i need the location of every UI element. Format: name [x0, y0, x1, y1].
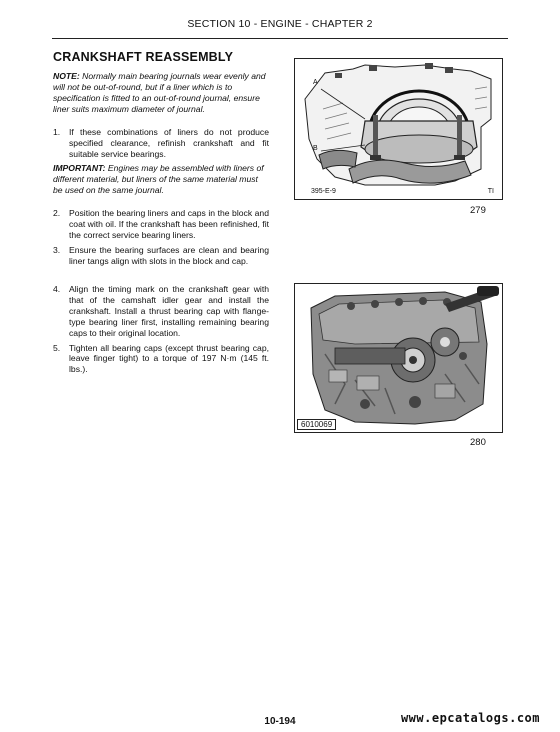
- step-item: [53, 343, 269, 376]
- step-item: [53, 284, 269, 339]
- section-header: SECTION 10 - ENGINE - CHAPTER 2: [187, 18, 373, 30]
- step-number: 1.: [53, 127, 61, 137]
- step-number: 5.: [53, 342, 61, 353]
- watermark-url: www.epcatalogs.com: [400, 711, 540, 725]
- page-title: CRANKSHAFT REASSEMBLY: [53, 50, 234, 64]
- step-number: 4.: [53, 284, 61, 294]
- note-label: NOTE:: [53, 71, 80, 81]
- step-number: 3.: [53, 244, 61, 255]
- important-paragraph: [53, 163, 269, 196]
- figure-code: 395-E-9: [311, 188, 336, 195]
- important-text: Engines may be assembled with liners of different material, but liners of the same material must be used on the same journal.: [53, 163, 264, 195]
- step-number: 2.: [53, 208, 61, 218]
- step-text: Ensure the bearing surfaces are clean and bearing liner tangs align with slots in the block and cap.: [69, 244, 269, 266]
- note-paragraph: [53, 71, 269, 115]
- figure-code: 6010069: [297, 419, 336, 430]
- bearing-cap-illustration: [295, 59, 502, 199]
- step-text: Position the bearing liners and caps in the block and coat with oil. If the crankshaft has been refinished, fit the correct service bearing liners.: [69, 208, 269, 240]
- step-item: [53, 245, 269, 267]
- important-label: IMPORTANT:: [53, 163, 106, 173]
- step-text: If these combinations of liners do not produce specified clearance, refinish crankshaft and fit suitable service bearings.: [69, 127, 269, 159]
- callout-label: B: [313, 145, 318, 152]
- callout-label: A: [313, 79, 318, 86]
- figure-number: 280: [470, 437, 486, 448]
- step-list-2: [53, 208, 269, 271]
- figure-280-engine-block: [294, 283, 503, 433]
- step-list-1: [53, 127, 269, 164]
- step-list-3: [53, 284, 269, 379]
- step-item: [53, 208, 269, 241]
- header-rule: [52, 38, 508, 39]
- note-text: Normally main bearing journals wear evenly and will not be out-of-round, but if a liner which is to specification is fitted to an out-of-round journal, ensure liner suits maximum diameter of journal.: [53, 71, 266, 114]
- figure-number: 279: [470, 205, 486, 216]
- figure-279-bearing-cap: [294, 58, 503, 200]
- step-item: [53, 127, 269, 160]
- page-number: 10-194: [264, 716, 296, 727]
- step-text: Align the timing mark on the crankshaft gear with that of the camshaft idler gear and install the crankshaft. Install a thrust bearing cap with flange-type bearing liner first, installing remaining bearing caps to their original location.: [69, 284, 269, 338]
- engine-block-photo: [295, 284, 502, 432]
- step-text: Tighten all bearing caps (except thrust bearing cap, leave finger tight) to a torque of 197 N·m (145 ft. lbs.).: [69, 342, 269, 375]
- figure-tag: TI: [487, 188, 494, 195]
